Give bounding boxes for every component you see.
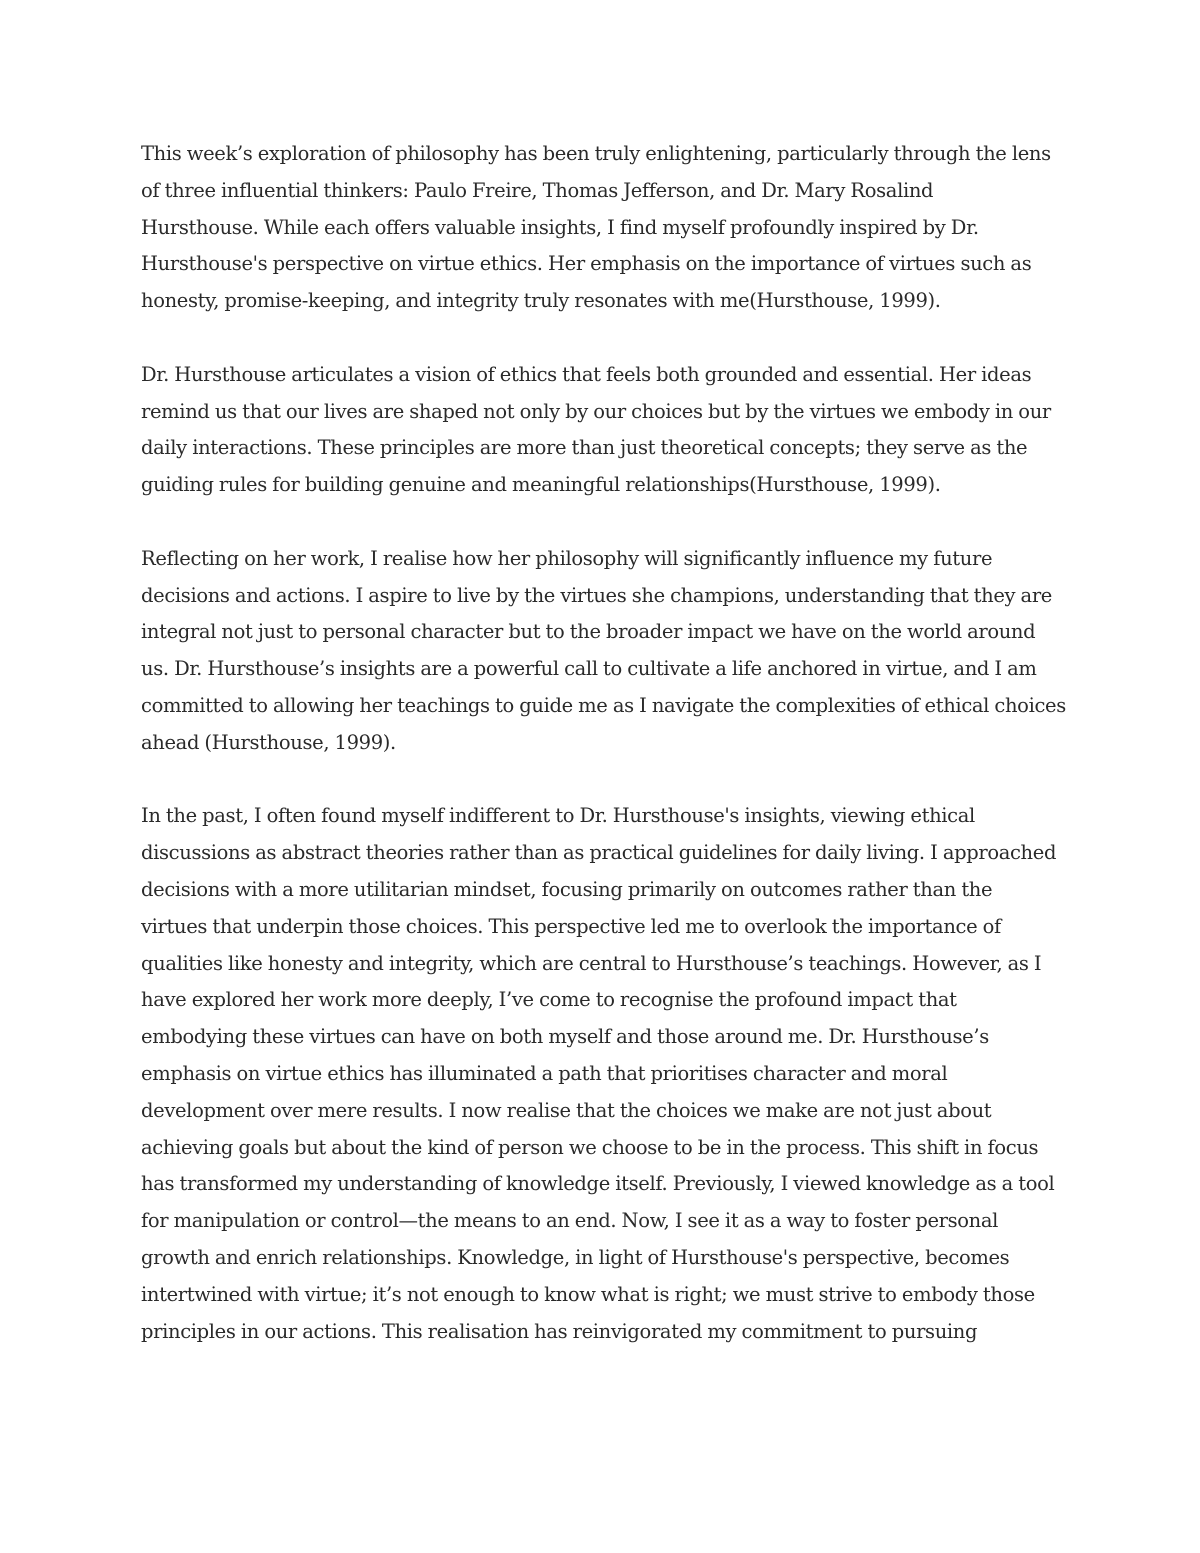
text-line: integral not just to personal character but to the broader impact we have on the world around xyxy=(141,620,1036,644)
text-line: emphasis on virtue ethics has illuminated a path that prioritises character and moral xyxy=(141,1061,948,1085)
text-line: for manipulation or control—the means to an end. Now, I see it as a way to foster personal xyxy=(141,1209,999,1233)
text-line: honesty, promise-keeping, and integrity truly resonates with me(Hursthouse, 1999). xyxy=(141,289,941,313)
text-line: achieving goals but about the kind of person we choose to be in the process. This shift in focus xyxy=(141,1135,1039,1159)
text-line: daily interactions. These principles are more than just theoretical concepts; they serve as the xyxy=(141,436,1028,460)
paragraph-1 xyxy=(141,136,1071,320)
text-line: development over mere results. I now realise that the choices we make are not just about xyxy=(141,1098,992,1122)
text-line: principles in our actions. This realisation has reinvigorated my commitment to pursuing xyxy=(141,1319,978,1343)
text-line: intertwined with virtue; it’s not enough to know what is right; we must strive to embody those xyxy=(141,1282,1035,1306)
text-line: Reflecting on her work, I realise how her philosophy will significantly influence my future xyxy=(141,546,993,570)
text-line: guiding rules for building genuine and meaningful relationships(Hursthouse, 1999). xyxy=(141,473,941,497)
paragraph-2 xyxy=(141,357,1071,504)
text-line: decisions and actions. I aspire to live by the virtues she champions, understanding that they are xyxy=(141,583,1052,607)
text-line: growth and enrich relationships. Knowledge, in light of Hursthouse's perspective, becomes xyxy=(141,1245,1010,1269)
text-line: embodying these virtues can have on both myself and those around me. Dr. Hursthouse’s xyxy=(141,1025,989,1049)
text-line: committed to allowing her teachings to guide me as I navigate the complexities of ethical choices xyxy=(141,693,1066,717)
text-line: This week’s exploration of philosophy has been truly enlightening, particularly through the lens xyxy=(141,142,1051,165)
text-line: have explored her work more deeply, I’ve come to recognise the profound impact that xyxy=(141,988,957,1012)
text-line: In the past, I often found myself indifferent to Dr. Hursthouse's insights, viewing ethical xyxy=(141,804,975,828)
paragraph-4 xyxy=(141,798,1071,1350)
text-line: remind us that our lives are shaped not only by our choices but by the virtues we embody in our xyxy=(141,399,1051,423)
paragraph-3 xyxy=(141,541,1071,762)
text-line: ahead (Hursthouse, 1999). xyxy=(141,730,396,754)
text-line: discussions as abstract theories rather than as practical guidelines for daily living. I approached xyxy=(141,841,1057,865)
text-line: has transformed my understanding of knowledge itself. Previously, I viewed knowledge as a tool xyxy=(141,1172,1055,1196)
text-line: Hursthouse. While each offers valuable insights, I find myself profoundly inspired by Dr. xyxy=(141,215,979,239)
text-line: Hursthouse's perspective on virtue ethics. Her emphasis on the importance of virtues such as xyxy=(141,252,1032,276)
text-line: virtues that underpin those choices. This perspective led me to overlook the importance of xyxy=(141,914,1001,938)
document-body xyxy=(141,136,1071,1350)
text-line: of three influential thinkers: Paulo Freire, Thomas Jefferson, and Dr. Mary Rosalind xyxy=(141,178,934,202)
text-line: us. Dr. Hursthouse’s insights are a powerful call to cultivate a life anchored in virtue, and I am xyxy=(141,657,1037,681)
text-line: Dr. Hursthouse articulates a vision of ethics that feels both grounded and essential. Her ideas xyxy=(141,362,1032,386)
text-line: decisions with a more utilitarian mindset, focusing primarily on outcomes rather than the xyxy=(141,877,993,901)
text-line: qualities like honesty and integrity, which are central to Hursthouse’s teachings. However, as I xyxy=(141,951,1042,975)
